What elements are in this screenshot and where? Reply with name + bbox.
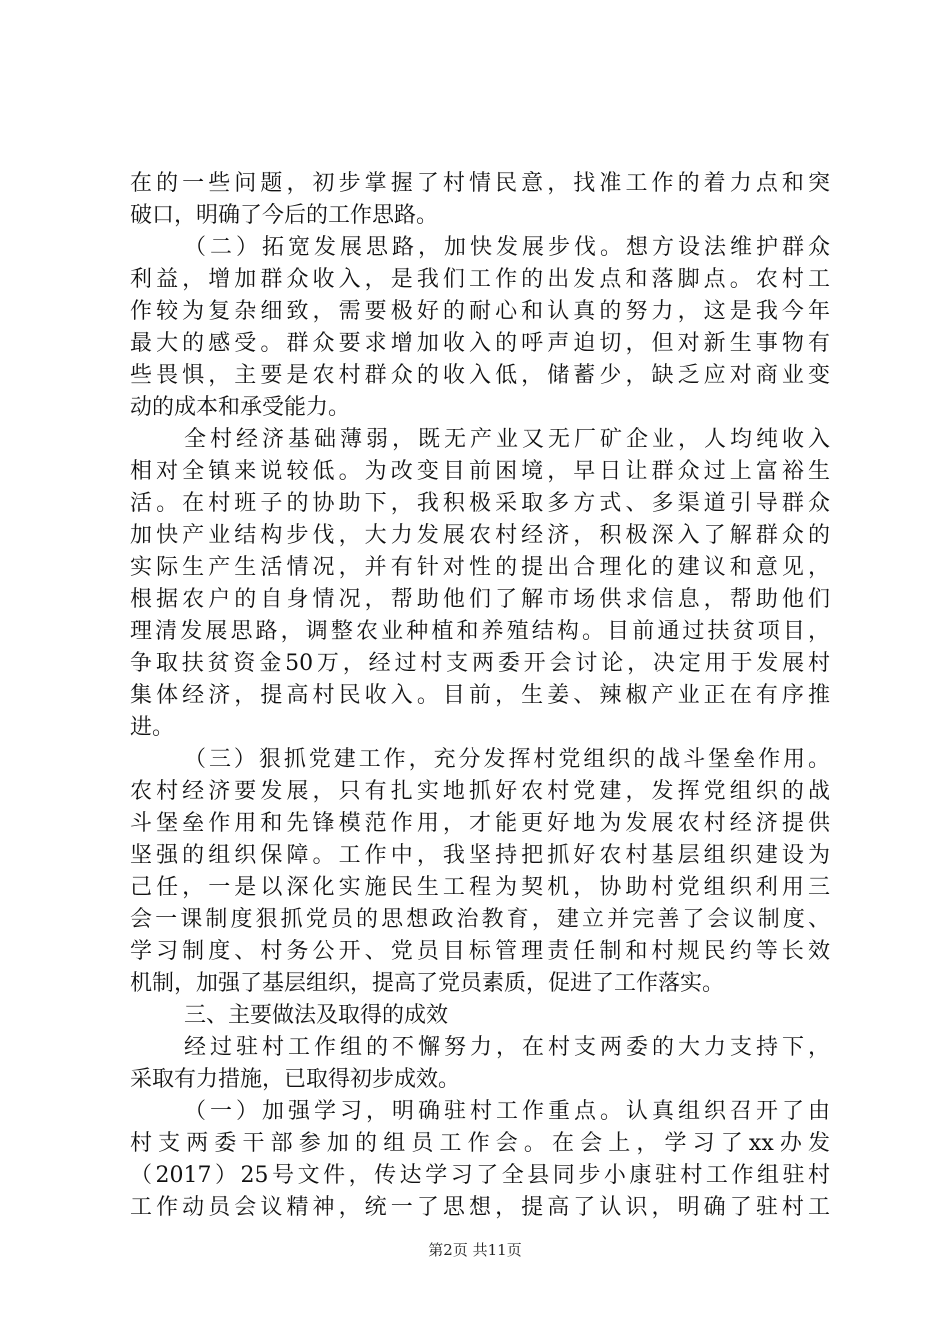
text-line: 经过驻村工作组的不懈努力，在村支两委的大力支持下， <box>184 1035 830 1060</box>
text-line: 采取有力措施，已取得初步成效。 <box>130 1067 461 1092</box>
text-line: 作较为复杂细致，需要极好的耐心和认真的努力，这是我今年 <box>130 299 830 324</box>
text-line: （二）拓宽发展思路，加快发展步伐。想方设法维护群众 <box>184 235 830 260</box>
text-line: 学习制度、村务公开、党员目标管理责任制和村规民约等长效 <box>130 939 830 964</box>
text-line: 在的一些问题，初步掌握了村情民意，找准工作的着力点和突 <box>130 171 830 196</box>
text-line: （三）狠抓党建工作，充分发挥村党组织的战斗堡垒作用。 <box>184 747 830 772</box>
text-line: 斗堡垒作用和先锋模范作用，才能更好地为发展农村经济提供 <box>130 811 830 836</box>
document-body <box>130 168 830 1224</box>
text-line: 理清发展思路，调整农业种植和养殖结构。目前通过扶贫项目， <box>130 619 830 644</box>
text-line: 根据农户的自身情况，帮助他们了解市场供求信息，帮助他们 <box>130 587 830 612</box>
text-line: 集体经济，提高村民收入。目前，生姜、辣椒产业正在有序推 <box>130 683 830 708</box>
text-line: 机制，加强了基层组织，提高了党员素质，促进了工作落实。 <box>130 971 725 996</box>
text-line: 最大的感受。群众要求增加收入的呼声迫切，但对新生事物有 <box>130 331 830 356</box>
text-line: 会一课制度狠抓党员的思想政治教育，建立并完善了会议制度、 <box>130 907 830 932</box>
text-line: 进。 <box>130 715 175 740</box>
text-line: 己任，一是以深化实施民生工程为契机，协助村党组织利用三 <box>130 875 830 900</box>
text-line: 三、主要做法及取得的成效 <box>184 1003 449 1028</box>
text-line: 活。在村班子的协助下，我积极采取多方式、多渠道引导群众 <box>130 491 830 516</box>
text-line: （一）加强学习，明确驻村工作重点。认真组织召开了由 <box>184 1099 830 1124</box>
text-line: 实际生产生活情况，并有针对性的提出合理化的建议和意见， <box>130 555 830 580</box>
text-line: 破口，明确了今后的工作思路。 <box>130 203 439 228</box>
text-line: 加快产业结构步伐，大力发展农村经济，积极深入了解群众的 <box>130 523 830 548</box>
text-line: 利益，增加群众收入，是我们工作的出发点和落脚点。农村工 <box>130 267 830 292</box>
text-line: 坚强的组织保障。工作中，我坚持把抓好农村基层组织建设为 <box>130 843 830 868</box>
page-footer: 第2页 共11页 <box>428 1241 522 1259</box>
text-line: 村支两委干部参加的组员工作会。在会上，学习了xx办发 <box>130 1131 830 1156</box>
text-line: 全村经济基础薄弱，既无产业又无厂矿企业，人均纯收入 <box>184 427 830 452</box>
text-line: 相对全镇来说较低。为改变目前困境，早日让群众过上富裕生 <box>130 459 830 484</box>
text-line: 动的成本和承受能力。 <box>130 395 351 420</box>
text-line: 工作动员会议精神，统一了思想，提高了认识，明确了驻村工 <box>130 1195 830 1220</box>
text-line: （2017）25号文件，传达学习了全县同步小康驻村工作组驻村 <box>130 1163 830 1188</box>
text-line: 争取扶贫资金50万，经过村支两委开会讨论，决定用于发展村 <box>130 651 830 676</box>
text-line: 农村经济要发展，只有扎实地抓好农村党建，发挥党组织的战 <box>130 779 830 804</box>
text-line: 些畏惧，主要是农村群众的收入低，储蓄少，缺乏应对商业变 <box>130 363 830 388</box>
